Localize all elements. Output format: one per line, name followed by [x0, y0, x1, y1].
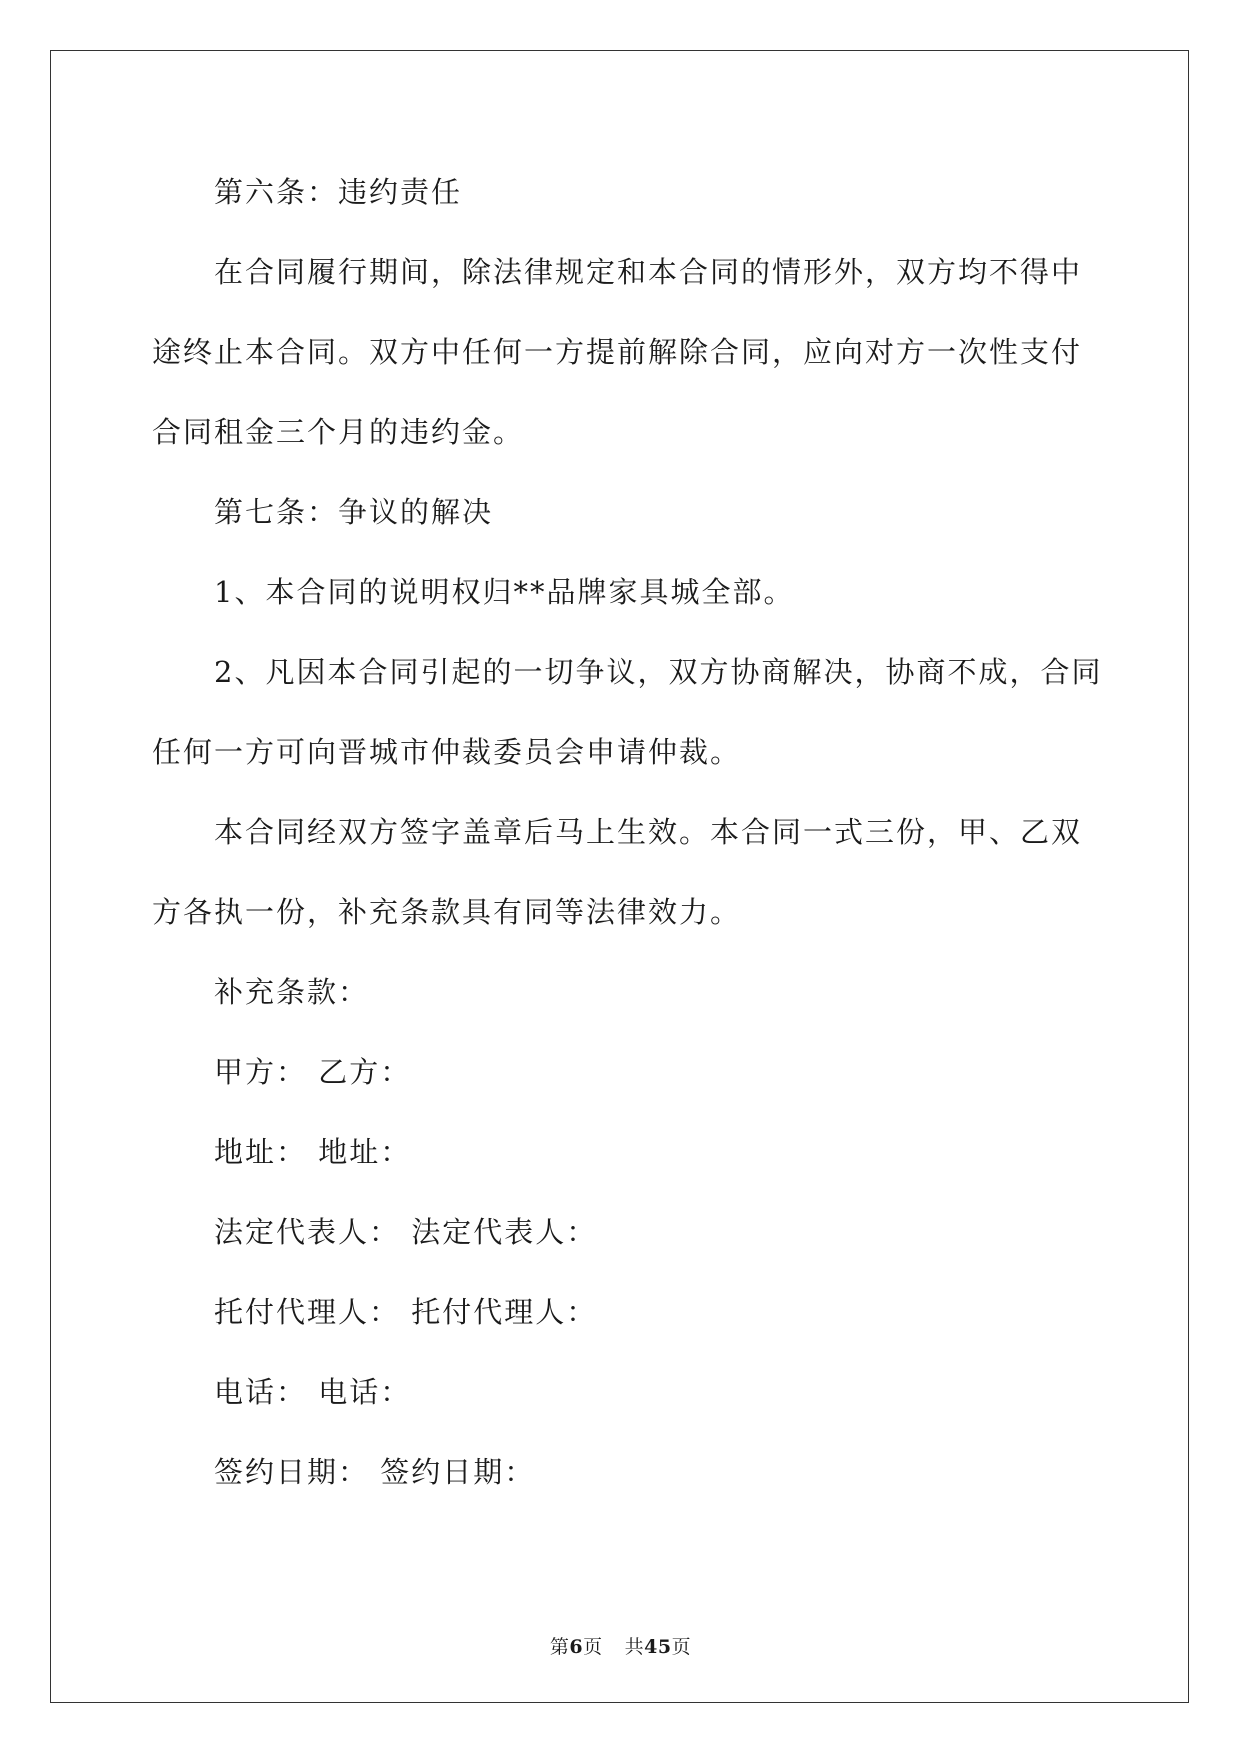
supplementary-terms-label: 补充条款： — [214, 975, 370, 1009]
page-number: 6 — [569, 1636, 584, 1658]
page-suffix: 页 — [583, 1636, 603, 1658]
total-pages: 45 — [644, 1636, 672, 1658]
effect-para-line-1: 本合同经双方签字盖章后马上生效。本合同一式三份，甲、乙双 — [214, 815, 1083, 849]
authorized-agent-line: 托付代理人： 托付代理人： — [214, 1295, 598, 1329]
total-prefix: 共 — [624, 1636, 645, 1658]
page-prefix: 第 — [549, 1636, 570, 1658]
phone-line: 电话： 电话： — [214, 1375, 412, 1409]
legal-representative-line: 法定代表人： 法定代表人： — [214, 1215, 598, 1249]
article-6-para-line-3: 合同租金三个月的违约金。 — [152, 415, 525, 449]
article-6-para-line-1: 在合同履行期间，除法律规定和本合同的情形外，双方均不得中 — [214, 255, 1083, 289]
article-6-heading: 第六条：违约责任 — [214, 175, 463, 209]
page-footer — [0, 1632, 1241, 1659]
total-suffix: 页 — [671, 1636, 692, 1658]
address-line: 地址： 地址： — [214, 1135, 412, 1169]
article-7-item-2-line-2: 任何一方可向晋城市仲裁委员会申请仲裁。 — [152, 735, 742, 769]
article-6-para-line-2: 途终止本合同。双方中任何一方提前解除合同，应向对方一次性支付 — [152, 335, 1083, 369]
signing-date-line: 签约日期： 签约日期： — [214, 1455, 536, 1489]
effect-para-line-2: 方各执一份，补充条款具有同等法律效力。 — [152, 895, 742, 929]
article-7-heading: 第七条：争议的解决 — [214, 495, 494, 529]
article-7-item-2-line-1: 2、凡因本合同引起的一切争议，双方协商解决，协商不成，合同 — [214, 655, 1103, 689]
party-line: 甲方： 乙方： — [214, 1055, 412, 1089]
article-7-item-1: 1、本合同的说明权归**品牌家具城全部。 — [214, 575, 795, 609]
